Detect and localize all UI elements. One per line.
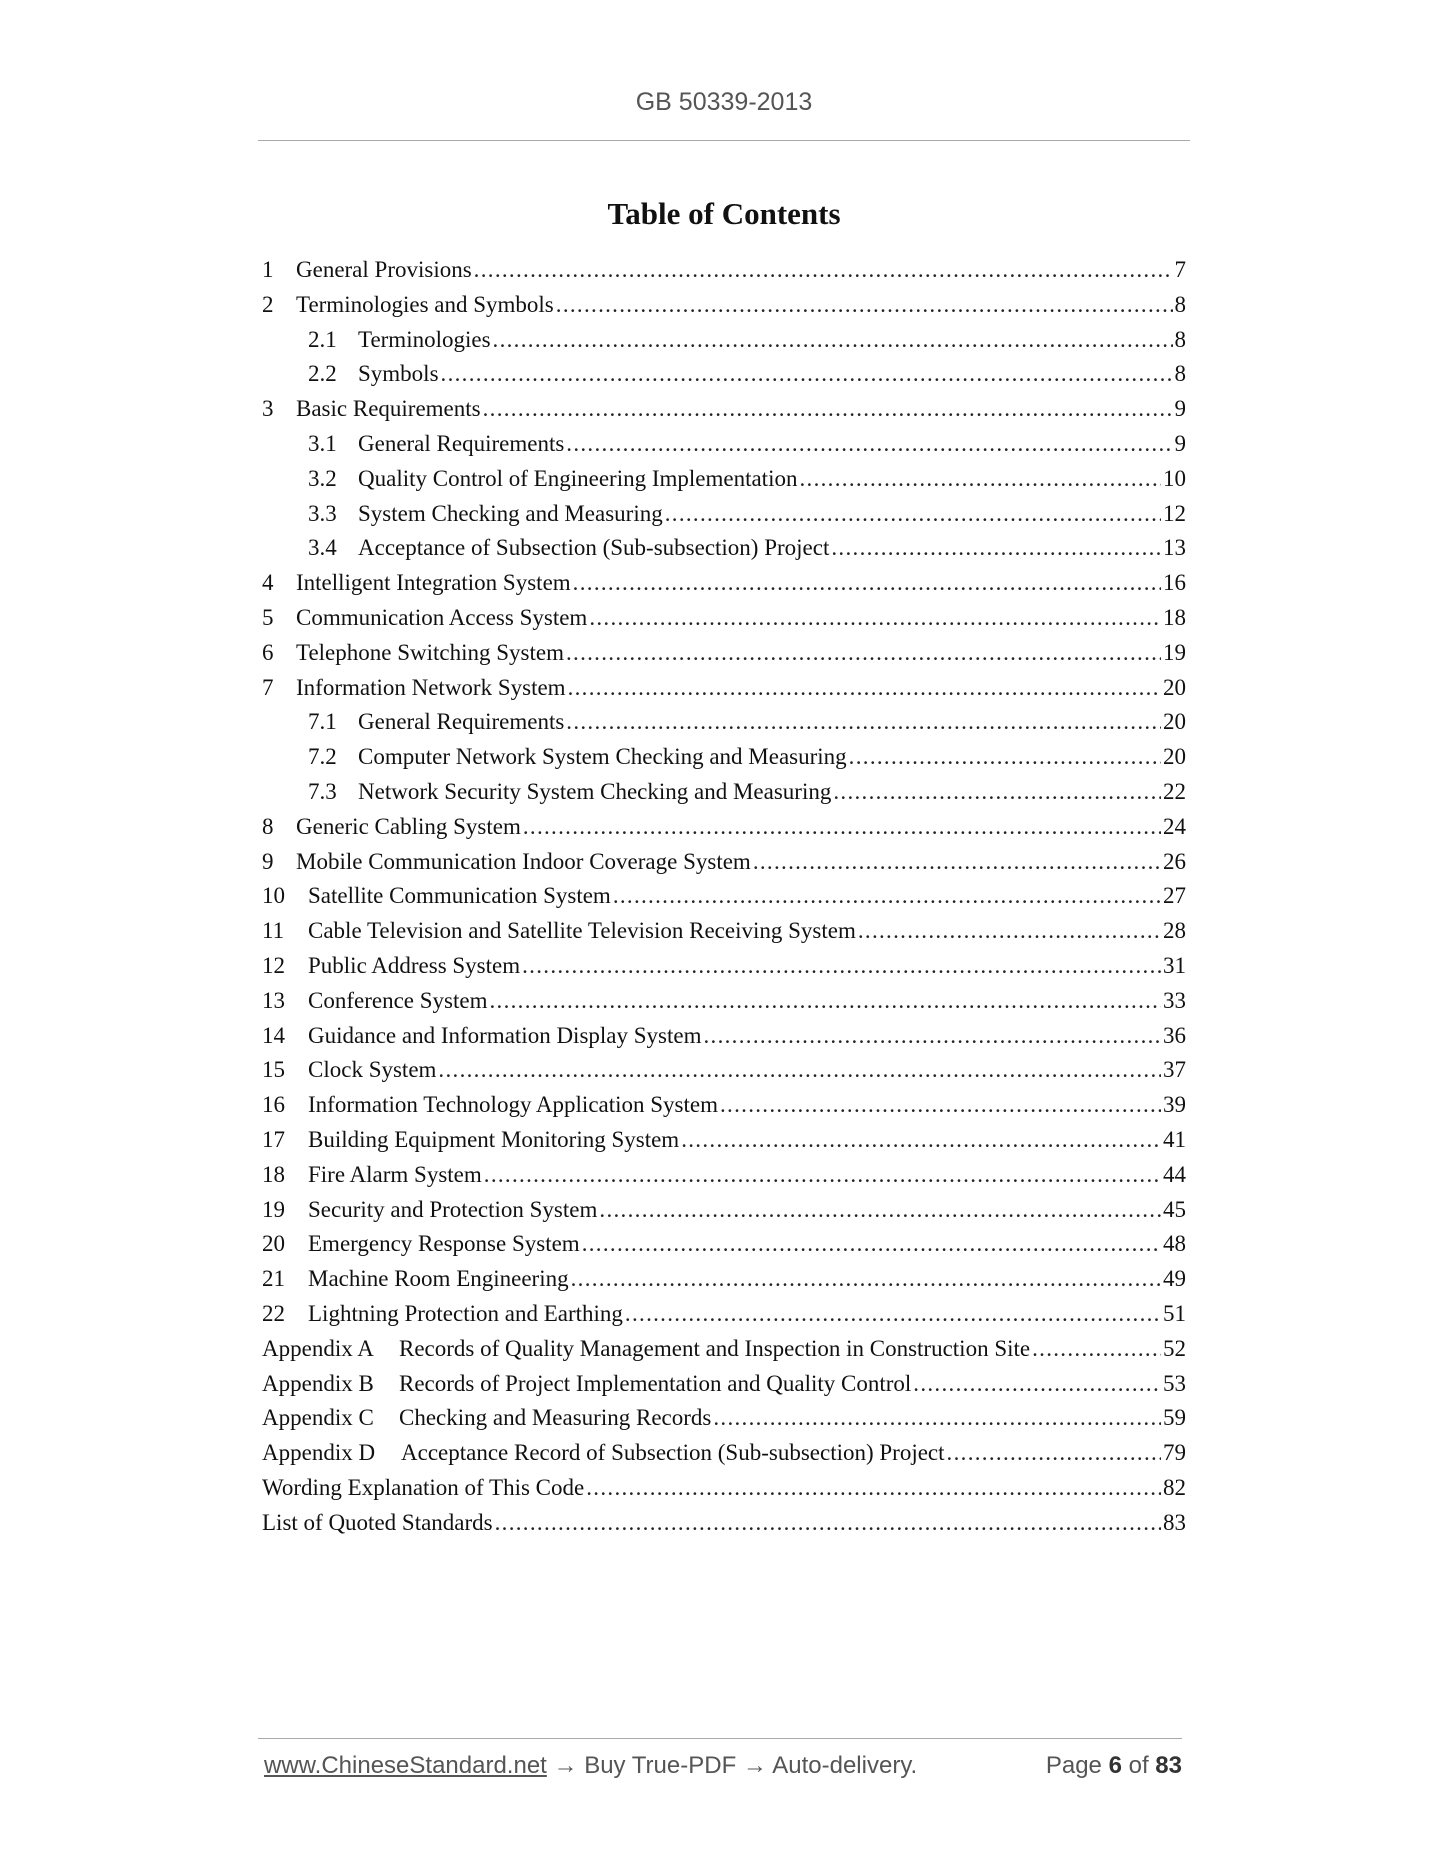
toc-entry-number: 3 xyxy=(262,396,274,422)
dot-leader xyxy=(582,1227,1161,1262)
toc-entry-number: 2 xyxy=(262,291,274,317)
toc-entry[interactable] xyxy=(262,810,1186,845)
toc-entry-page: 37 xyxy=(1163,1057,1186,1083)
table-of-contents xyxy=(262,253,1186,1540)
toc-entry[interactable] xyxy=(262,949,1186,984)
toc-entry[interactable] xyxy=(262,1332,1186,1367)
dot-leader xyxy=(753,845,1161,880)
toc-entry-page: 19 xyxy=(1163,639,1186,665)
toc-entry-title: Machine Room Engineering xyxy=(308,1266,569,1292)
dot-leader xyxy=(947,1436,1161,1471)
current-page: 6 xyxy=(1108,1752,1122,1779)
toc-title: Table of Contents xyxy=(607,196,841,231)
toc-entry-title: Records of Quality Management and Inspection in Construction Site xyxy=(399,1335,1031,1361)
toc-entry-title: Records of Project Implementation and Quality Control xyxy=(399,1370,912,1396)
dot-leader xyxy=(489,984,1161,1019)
toc-entry[interactable] xyxy=(262,1158,1186,1193)
page-of-label: of xyxy=(1128,1752,1149,1779)
toc-entry-page: 8 xyxy=(1174,326,1186,352)
toc-entry[interactable] xyxy=(262,1297,1186,1332)
dot-leader xyxy=(713,1401,1161,1436)
toc-entry-page: 20 xyxy=(1163,744,1186,770)
toc-entry-number: 22 xyxy=(262,1300,285,1326)
toc-entry-page: 24 xyxy=(1163,813,1186,839)
toc-entry-page: 53 xyxy=(1163,1370,1186,1396)
toc-entry-page: 52 xyxy=(1163,1335,1186,1361)
toc-entry-number: Appendix D xyxy=(262,1440,376,1466)
dot-leader xyxy=(495,1506,1161,1541)
toc-entry[interactable] xyxy=(262,705,1186,740)
toc-entry-page: 26 xyxy=(1163,848,1186,874)
toc-entry-number: 16 xyxy=(262,1092,285,1118)
toc-entry-title: Conference System xyxy=(308,987,488,1013)
toc-entry-title: Emergency Response System xyxy=(308,1231,580,1257)
toc-entry-number: 17 xyxy=(262,1126,285,1152)
toc-entry[interactable] xyxy=(262,1401,1186,1436)
toc-entry[interactable] xyxy=(262,775,1186,810)
toc-entry-number: 1 xyxy=(262,257,274,282)
toc-entry-title: Basic Requirements xyxy=(296,396,481,422)
dot-leader xyxy=(720,1088,1161,1123)
toc-entry-number: 14 xyxy=(262,1022,285,1048)
toc-entry-page: 48 xyxy=(1163,1231,1186,1257)
toc-entry[interactable] xyxy=(262,914,1186,949)
toc-entry-number: 20 xyxy=(262,1231,285,1257)
toc-entry-number: Appendix B xyxy=(262,1370,374,1396)
toc-entry-number: 19 xyxy=(262,1196,285,1222)
footer-promo xyxy=(264,1752,917,1780)
toc-entry-page: 28 xyxy=(1163,918,1186,944)
toc-entry-number: Appendix A xyxy=(262,1335,374,1361)
toc-entry-title: Telephone Switching System xyxy=(296,639,564,665)
page-label: Page xyxy=(1045,1752,1102,1779)
toc-entry-title: Guidance and Information Display System xyxy=(308,1022,702,1048)
toc-entry[interactable] xyxy=(262,1262,1186,1297)
toc-entry-page: 49 xyxy=(1163,1266,1186,1292)
toc-entry-number: 3.4 xyxy=(308,535,337,561)
dot-leader xyxy=(573,566,1161,601)
toc-entry[interactable] xyxy=(262,1227,1186,1262)
toc-entry-number: 6 xyxy=(262,639,274,665)
toc-entry[interactable] xyxy=(262,288,1186,323)
toc-entry-title: Lightning Protection and Earthing xyxy=(308,1300,623,1326)
toc-entry-page: 41 xyxy=(1163,1126,1186,1152)
toc-entry-title: System Checking and Measuring xyxy=(358,500,663,526)
toc-entry-number: 3.1 xyxy=(308,430,337,456)
document-id-header: GB 50339-2013 xyxy=(635,88,813,116)
toc-entry[interactable] xyxy=(262,1123,1186,1158)
toc-entry-number: 7.3 xyxy=(308,778,337,804)
dot-leader xyxy=(913,1367,1161,1402)
toc-entry-page: 31 xyxy=(1163,952,1186,978)
dot-leader xyxy=(858,914,1161,949)
toc-entry-page: 36 xyxy=(1163,1022,1186,1048)
dot-leader xyxy=(484,1158,1161,1193)
dot-leader xyxy=(613,879,1161,914)
toc-entry-number: 11 xyxy=(262,918,285,944)
dot-leader xyxy=(571,1262,1161,1297)
toc-entry-title: Wording Explanation of This Code xyxy=(262,1474,585,1500)
toc-entry[interactable] xyxy=(262,1471,1186,1506)
toc-entry-title: Network Security System Checking and Measuring xyxy=(358,778,832,804)
toc-entry-page: 8 xyxy=(1174,361,1186,387)
toc-entry-title: Terminologies and Symbols xyxy=(296,291,554,317)
toc-entry[interactable] xyxy=(262,984,1186,1019)
dot-leader xyxy=(703,1019,1161,1054)
footer-divider xyxy=(258,1738,1182,1739)
toc-entry-title: Terminologies xyxy=(358,326,491,352)
toc-entry-page: 79 xyxy=(1163,1440,1186,1466)
toc-entry[interactable] xyxy=(262,1019,1186,1054)
toc-entry-number: 5 xyxy=(262,604,274,630)
toc-entry[interactable] xyxy=(262,740,1186,775)
toc-entry-number: 18 xyxy=(262,1161,285,1187)
toc-entry-title: Communication Access System xyxy=(296,604,588,630)
dot-leader xyxy=(799,462,1161,497)
toc-entry[interactable] xyxy=(262,636,1186,671)
toc-entry[interactable] xyxy=(262,357,1186,392)
toc-entry[interactable] xyxy=(262,531,1186,566)
toc-entry-number: 7.2 xyxy=(308,744,337,770)
dot-leader xyxy=(438,1053,1161,1088)
toc-entry[interactable] xyxy=(262,1436,1186,1471)
toc-entry[interactable] xyxy=(262,1506,1186,1541)
toc-entry[interactable] xyxy=(262,1053,1186,1088)
toc-entry-title: Acceptance Record of Subsection (Sub-subsection) Project xyxy=(401,1440,945,1466)
toc-entry-page: 8 xyxy=(1174,291,1186,317)
dot-leader xyxy=(665,497,1161,532)
toc-entry[interactable] xyxy=(262,1193,1186,1228)
toc-entry-page: 39 xyxy=(1163,1092,1186,1118)
toc-entry-title: General Provisions xyxy=(296,257,472,282)
toc-entry-number: 4 xyxy=(262,570,274,596)
toc-entry-page: 82 xyxy=(1163,1474,1186,1500)
toc-entry-page: 9 xyxy=(1174,430,1186,456)
toc-entry[interactable] xyxy=(262,671,1186,706)
delivery-text: Auto-delivery. xyxy=(772,1752,918,1779)
toc-entry-title: Information Technology Application System xyxy=(308,1092,718,1118)
toc-entry[interactable] xyxy=(262,427,1186,462)
toc-entry[interactable] xyxy=(262,1367,1186,1402)
toc-entry-title: Intelligent Integration System xyxy=(296,570,571,596)
dot-leader xyxy=(566,636,1161,671)
toc-entry-page: 13 xyxy=(1163,535,1186,561)
toc-entry[interactable] xyxy=(262,1088,1186,1123)
dot-leader xyxy=(568,671,1161,706)
toc-entry-title: Generic Cabling System xyxy=(296,813,521,839)
toc-entry-page: 7 xyxy=(1174,257,1186,282)
toc-entry-number: 15 xyxy=(262,1057,285,1083)
toc-entry-number: 7.1 xyxy=(308,709,337,735)
dot-leader xyxy=(833,775,1161,810)
toc-entry-page: 51 xyxy=(1163,1300,1186,1326)
toc-entry-number: Appendix C xyxy=(262,1405,374,1431)
toc-entry[interactable] xyxy=(262,253,1186,288)
toc-entry-title: Information Network System xyxy=(296,674,566,700)
toc-entry-page: 16 xyxy=(1163,570,1186,596)
toc-entry-number: 12 xyxy=(262,952,285,978)
toc-entry-title: Acceptance of Subsection (Sub-subsection) Project xyxy=(358,535,830,561)
toc-entry-title: Satellite Communication System xyxy=(308,883,611,909)
arrow-icon: → xyxy=(742,1752,767,1779)
dot-leader xyxy=(474,253,1173,288)
toc-entry-page: 10 xyxy=(1163,465,1186,491)
toc-entry-page: 20 xyxy=(1163,674,1186,700)
toc-entry[interactable] xyxy=(262,392,1186,427)
dot-leader xyxy=(483,392,1173,427)
toc-entry-page: 20 xyxy=(1163,709,1186,735)
dot-leader xyxy=(522,949,1161,984)
toc-entry-number: 9 xyxy=(262,848,274,874)
toc-entry-title: Clock System xyxy=(308,1057,437,1083)
toc-entry-title: Cable Television and Satellite Television Receiving System xyxy=(308,918,856,944)
toc-entry-title: General Requirements xyxy=(358,430,565,456)
dot-leader xyxy=(849,740,1161,775)
website-link[interactable]: www.ChineseStandard.net xyxy=(264,1752,547,1779)
toc-entry-page: 83 xyxy=(1163,1509,1186,1535)
toc-entry-page: 22 xyxy=(1163,778,1186,804)
toc-entry[interactable] xyxy=(262,566,1186,601)
toc-entry[interactable] xyxy=(262,323,1186,358)
toc-entry-page: 12 xyxy=(1163,500,1186,526)
total-pages: 83 xyxy=(1155,1752,1182,1779)
toc-entry-number: 2.2 xyxy=(308,361,337,387)
page-number xyxy=(1046,1752,1182,1780)
toc-entry-page: 45 xyxy=(1163,1196,1186,1222)
toc-entry[interactable] xyxy=(262,601,1186,636)
toc-entry-page: 33 xyxy=(1163,987,1186,1013)
toc-entry-page: 18 xyxy=(1163,604,1186,630)
toc-entry-page: 44 xyxy=(1163,1161,1186,1187)
dot-leader xyxy=(441,357,1173,392)
toc-entry[interactable] xyxy=(262,845,1186,880)
toc-entry[interactable] xyxy=(262,879,1186,914)
toc-entry-number: 10 xyxy=(262,883,285,909)
dot-leader xyxy=(599,1193,1161,1228)
toc-entry-page: 27 xyxy=(1163,883,1186,909)
dot-leader xyxy=(566,705,1161,740)
page-footer xyxy=(264,1752,1182,1786)
toc-entry-title: Security and Protection System xyxy=(308,1196,598,1222)
dot-leader xyxy=(586,1471,1161,1506)
toc-entry-number: 21 xyxy=(262,1266,285,1292)
toc-entry-number: 13 xyxy=(262,987,285,1013)
toc-entry-number: 7 xyxy=(262,674,274,700)
toc-entry-title: Building Equipment Monitoring System xyxy=(308,1126,680,1152)
dot-leader xyxy=(625,1297,1161,1332)
dot-leader xyxy=(1032,1332,1161,1367)
toc-entry-number: 3.2 xyxy=(308,465,337,491)
toc-entry-number: 2.1 xyxy=(308,326,337,352)
dot-leader xyxy=(556,288,1173,323)
toc-entry-title: Checking and Measuring Records xyxy=(399,1405,712,1431)
toc-entry-page: 9 xyxy=(1174,396,1186,422)
toc-entry-title: Quality Control of Engineering Implementation xyxy=(358,465,798,491)
dot-leader xyxy=(493,323,1173,358)
toc-entry-title: Symbols xyxy=(358,361,439,387)
dot-leader xyxy=(681,1123,1161,1158)
dot-leader xyxy=(566,427,1172,462)
toc-entry-title: Public Address System xyxy=(308,952,521,978)
toc-entry-page: 59 xyxy=(1163,1405,1186,1431)
dot-leader xyxy=(831,531,1161,566)
header-divider xyxy=(258,140,1190,141)
toc-entry[interactable] xyxy=(262,462,1186,497)
toc-entry-title: General Requirements xyxy=(358,709,565,735)
toc-entry-title: List of Quoted Standards xyxy=(262,1509,493,1535)
dot-leader xyxy=(589,601,1161,636)
toc-entry-title: Mobile Communication Indoor Coverage System xyxy=(296,848,751,874)
toc-entry-number: 8 xyxy=(262,813,274,839)
toc-entry[interactable] xyxy=(262,497,1186,532)
toc-entry-title: Fire Alarm System xyxy=(308,1161,482,1187)
buy-text: Buy True-PDF xyxy=(584,1752,737,1779)
toc-entry-number: 3.3 xyxy=(308,500,337,526)
dot-leader xyxy=(523,810,1161,845)
toc-entry-title: Computer Network System Checking and Measuring xyxy=(358,744,847,770)
arrow-icon: → xyxy=(553,1752,578,1779)
